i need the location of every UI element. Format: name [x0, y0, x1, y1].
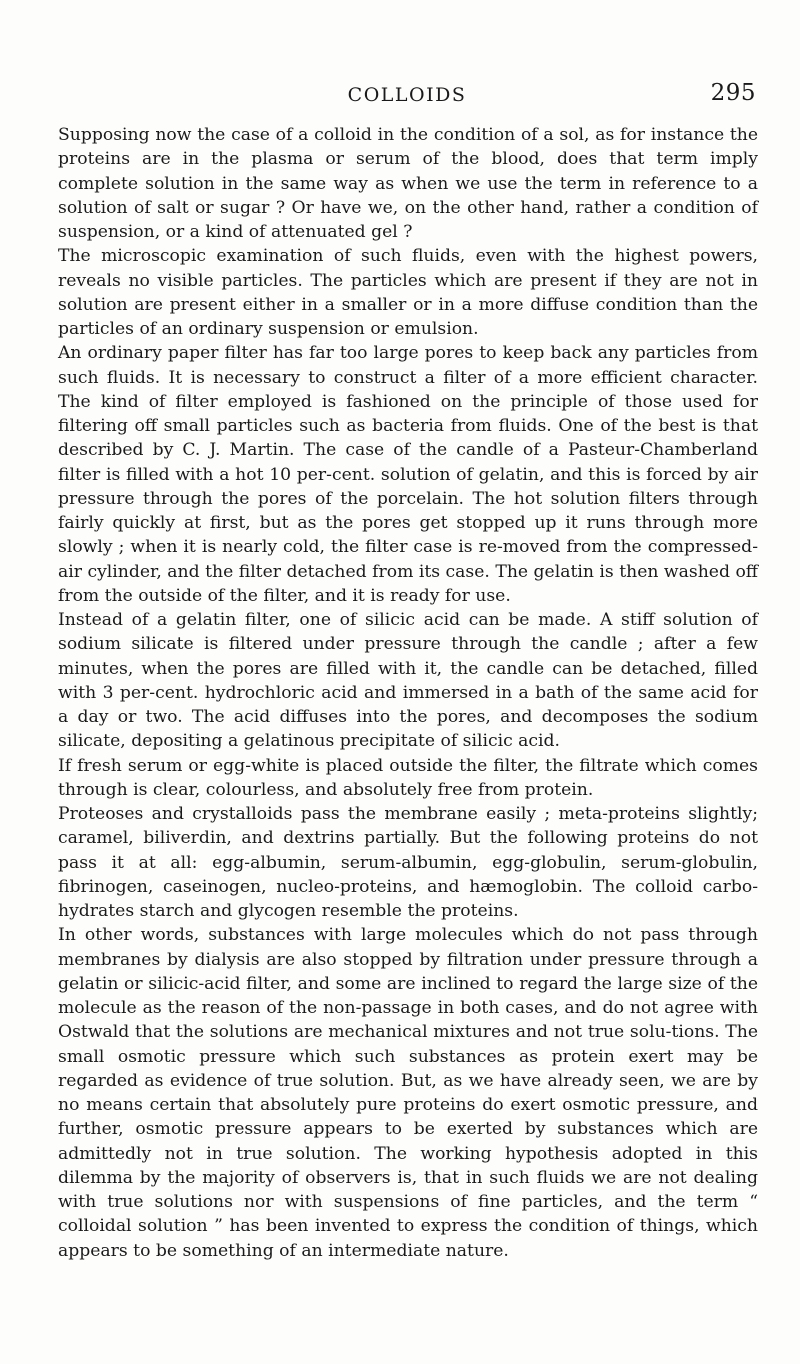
paragraph-other-words: In other words, substances with large molecules which do not pass through membranes by dialysis are also stopped by filtration under pressure through a gelatin or silicic-acid filter, and some are inclined to regard the large size of the molecule as the reason of the non-passage in both cases, and do not agree with Ostwald that the solutions are mechanical mixtures and not true solu-tions. The small osmotic pressure which such substances as protein exert may be regarded as evidence of true solution. But, as we have already seen, we are by no means certain that absolutely pure proteins do exert osmotic pressure, and further, osmotic pressure appears to be exerted by substances which are admittedly not in true solution. The working hypothesis adopted in this dilemma by the majority of observers is, that in such fluids we are not dealing with true solutions nor with suspensions of fine particles, and the term “ colloidal solution ” has been invented to express the condition of things, which appears to be something of an intermediate nature.	[58, 925, 758, 1261]
body-text	[58, 123, 758, 1263]
paragraph-microscopic-examination: The microscopic examination of such fluids, even with the highest powers, reveals no visible particles. The particles which are present if they are not in solution are present either in a smaller or in a more diffuse condition than the particles of an ordinary suspension or emulsion.	[58, 246, 758, 339]
paragraph-sol-question: Supposing now the case of a colloid in the condition of a sol, as for instance the proteins are in the plasma or serum of the blood, does that term imply complete solution in the same way as when we use the term in reference to a solution of salt or sugar ? Or have we, on the other hand, rather a condition of suspension, or a kind of attenuated gel ?	[58, 125, 758, 242]
page-number: 295	[710, 80, 756, 106]
running-title: COLLOIDS	[347, 84, 467, 106]
paragraph-silicic-acid-filter: Instead of a gelatin filter, one of silicic acid can be made. A stiff solution of sodium silicate is filtered under pressure through the candle ; after a few minutes, when the pores are filled with it, the candle can be detached, filled with 3 per-cent. hydrochloric acid and immersed in a bath of the same acid for a day or two. The acid diffuses into the pores, and decomposes the sodium silicate, depositing a gelatinous precipitate of silicic acid.	[58, 610, 758, 752]
paragraph-proteoses: Proteoses and crystalloids pass the membrane easily ; meta-proteins slightly; caramel, biliverdin, and dextrins partially. But the following proteins do not pass it at all: egg-albumin, serum-albumin, egg-globulin, serum-globulin, fibrinogen, caseinogen, nucleo-proteins, and hæmoglobin. The colloid carbo-hydrates starch and glycogen resemble the proteins.	[58, 804, 758, 921]
paragraph-fresh-serum: If fresh serum or egg-white is placed outside the filter, the filtrate which comes through is clear, colourless, and absolutely free from protein.	[58, 755, 758, 800]
paragraph-paper-filter: An ordinary paper filter has far too large pores to keep back any particles from such fluids. It is necessary to construct a filter of a more efficient character. The kind of filter employed is fashioned on the principle of those used for filtering off small particles such as bacteria from fluids. One of the best is that described by C. J. Martin. The case of the candle of a Pasteur-Chamberland filter is filled with a hot 10 per-cent. solution of gelatin, and this is forced by air pressure through the pores of the porcelain. The hot solution filters through fairly quickly at first, but as the pores get stopped up it runs through more slowly ; when it is nearly cold, the filter case is re-moved from the compressed-air cylinder, and the filter detached from its case. The gelatin is then washed off from the outside of the filter, and it is ready for use.	[58, 343, 758, 606]
page-header	[58, 80, 756, 110]
